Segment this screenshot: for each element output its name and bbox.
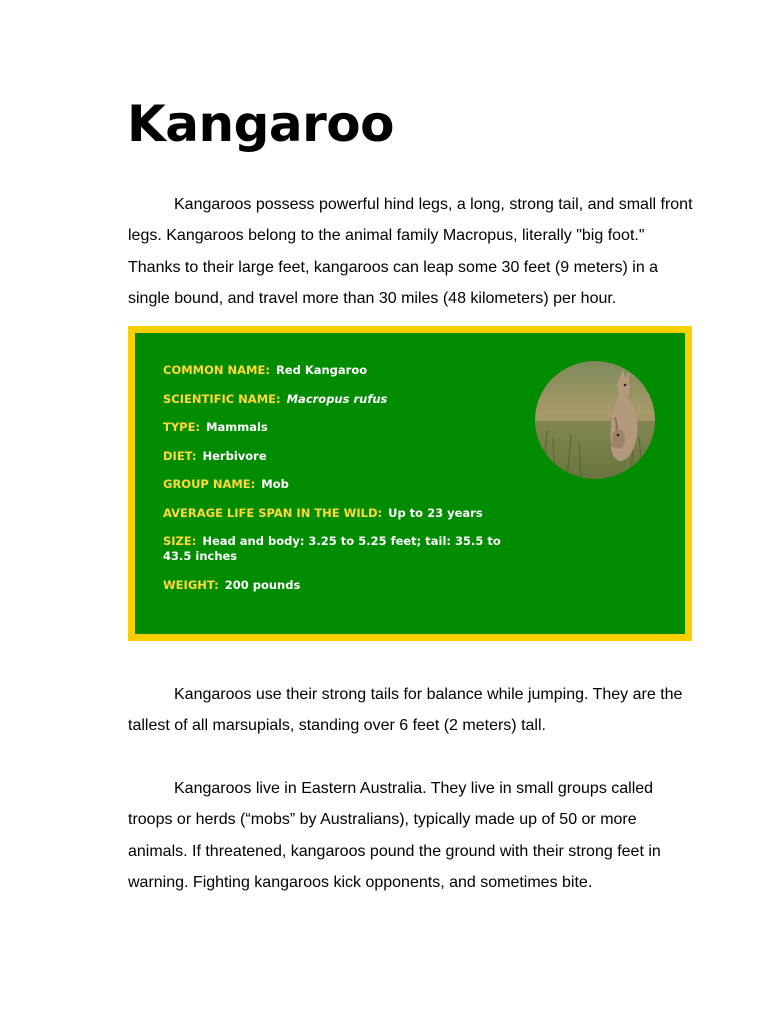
fact-label: AVERAGE LIFE SPAN IN THE WILD: — [163, 505, 383, 520]
fact-box — [128, 326, 692, 641]
fact-diet — [163, 449, 523, 464]
kangaroo-photo — [535, 361, 655, 479]
fact-size — [163, 534, 523, 564]
fact-label: TYPE: — [163, 420, 201, 434]
fact-label: DIET: — [163, 448, 197, 463]
fact-list — [163, 363, 523, 606]
fact-type — [163, 420, 523, 435]
fact-label: COMMON NAME: — [163, 363, 270, 377]
fact-value: Red Kangaroo — [275, 363, 368, 377]
paragraph-habitat: Kangaroos live in Eastern Australia. They live in small groups called troops or herds (“mobs” by Australians), typically made up of 50 or more animals. If threatened, kangaroos pound the ground with their strong feet in warning. Fighting kangaroos kick opponents, and sometimes bite. — [128, 780, 661, 891]
page-title: Kangaroo — [127, 95, 394, 153]
fact-scientific-name — [163, 392, 523, 407]
fact-life-span — [163, 506, 523, 521]
fact-group-name — [163, 477, 523, 492]
fact-value: Up to 23 years — [388, 505, 483, 520]
fact-label: SCIENTIFIC NAME: — [163, 391, 281, 406]
paragraph-balance: Kangaroos use their strong tails for balance while jumping. They are the tallest of all marsupials, standing over 6 feet (2 meters) tall. — [128, 686, 683, 735]
fact-value: Mammals — [206, 420, 268, 434]
fact-label: SIZE: — [163, 534, 197, 548]
fact-label: GROUP NAME: — [163, 477, 256, 491]
fact-weight — [163, 578, 523, 593]
fact-value: 200 pounds — [224, 577, 301, 592]
fact-common-name — [163, 363, 523, 378]
fact-value: Head and body: 3.25 to 5.25 feet; tail: 35.5 to 43.5 inches — [163, 534, 501, 563]
fact-value: Mob — [261, 477, 289, 491]
paragraph-intro: Kangaroos possess powerful hind legs, a long, strong tail, and small front legs. Kangaroos belong to the animal family Macropus, literally "big foot." Thanks to their large feet, kangaroos can leap some 30 feet (9 meters) in a single bound, and travel more than 30 miles (48 kilometers) per hour. — [128, 196, 693, 307]
fact-label: WEIGHT: — [163, 577, 219, 592]
fact-value: Macropus rufus — [286, 391, 388, 406]
fact-value: Herbivore — [202, 448, 267, 463]
